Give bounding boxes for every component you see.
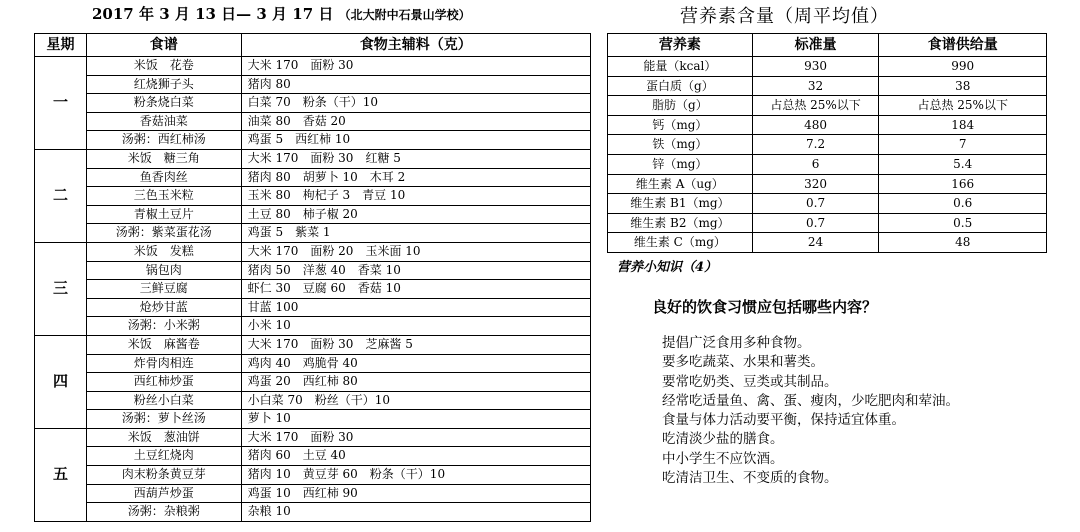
supplied-value-cell: 184 <box>879 115 1047 135</box>
nutrient-name-cell: 铁（mg） <box>608 135 753 155</box>
nutrition-row <box>608 213 1047 233</box>
menu-row <box>35 205 591 224</box>
nutrition-row <box>608 96 1047 116</box>
dish-cell: 炸骨肉相连 <box>86 354 241 373</box>
dish-cell: 米饭 发糕 <box>86 242 241 261</box>
nutrient-name-cell: 维生素 A（ug） <box>608 174 753 194</box>
supplied-value-cell: 990 <box>879 57 1047 77</box>
nutrition-row <box>608 135 1047 155</box>
menu-row <box>35 131 591 150</box>
menu-row <box>35 391 591 410</box>
header-weekday: 星期 <box>35 34 87 57</box>
supplied-value-cell: 5.4 <box>879 154 1047 174</box>
dish-cell: 西葫芦炒蛋 <box>86 484 241 503</box>
header-supplied: 食谱供给量 <box>879 34 1047 57</box>
menu-row <box>35 149 591 168</box>
tip-question: 良好的饮食习惯应包括哪些内容？ <box>652 298 878 316</box>
menu-row <box>35 503 591 522</box>
nutrient-name-cell: 锌（mg） <box>608 154 753 174</box>
menu-row <box>35 354 591 373</box>
ingredients-cell: 玉米 80 枸杞子 3 青豆 10 <box>241 187 590 206</box>
ingredients-cell: 鸡蛋 5 西红柿 10 <box>241 131 590 150</box>
ingredients-cell: 大米 170 面粉 30 芝麻酱 5 <box>241 335 590 354</box>
standard-value-cell: 930 <box>752 57 879 77</box>
nutrition-row <box>608 233 1047 253</box>
dish-cell: 粉丝小白菜 <box>86 391 241 410</box>
supplied-value-cell: 占总热 25%以下 <box>879 96 1047 116</box>
tip-item: 要常吃奶类、豆类或其制品。 <box>662 373 838 390</box>
nutrient-name-cell: 维生素 C（mg） <box>608 233 753 253</box>
nutrient-name-cell: 蛋白质（g） <box>608 76 753 96</box>
dish-cell: 锅包肉 <box>86 261 241 280</box>
dish-cell: 汤粥：杂粮粥 <box>86 503 241 522</box>
standard-value-cell: 0.7 <box>752 194 879 214</box>
tip-item: 经常吃适量鱼、禽、蛋、瘦肉，少吃肥肉和荤油。 <box>662 392 959 409</box>
menu-title <box>92 3 471 24</box>
menu-row <box>35 373 591 392</box>
dish-cell: 青椒土豆片 <box>86 205 241 224</box>
ingredients-cell: 萝卜 10 <box>241 410 590 429</box>
ingredients-cell: 虾仁 30 豆腐 60 香菇 10 <box>241 280 590 299</box>
standard-value-cell: 24 <box>752 233 879 253</box>
school-name: （北大附中石景山学校） <box>338 8 471 22</box>
ingredients-cell: 猪肉 80 <box>241 75 590 94</box>
menu-row <box>35 187 591 206</box>
dish-cell: 米饭 麻酱卷 <box>86 335 241 354</box>
nutrition-row <box>608 194 1047 214</box>
weekday-cell: 二 <box>35 149 87 242</box>
header-ingredients: 食物主辅料（克） <box>241 34 590 57</box>
ingredients-cell: 鸡蛋 20 西红柿 80 <box>241 373 590 392</box>
menu-row <box>35 94 591 113</box>
header-recipe: 食谱 <box>86 34 241 57</box>
ingredients-cell: 猪肉 60 土豆 40 <box>241 447 590 466</box>
menu-row <box>35 168 591 187</box>
nutrition-row <box>608 115 1047 135</box>
dish-cell: 西红柿炒蛋 <box>86 373 241 392</box>
weekday-cell: 四 <box>35 335 87 428</box>
header-standard: 标准量 <box>752 34 879 57</box>
weekday-cell: 一 <box>35 57 87 150</box>
dish-cell: 红烧狮子头 <box>86 75 241 94</box>
menu-header-row <box>35 34 591 57</box>
ingredients-cell: 大米 170 面粉 30 红糖 5 <box>241 149 590 168</box>
tip-item: 中小学生不应饮酒。 <box>662 450 784 467</box>
dish-cell: 鱼香肉丝 <box>86 168 241 187</box>
dish-cell: 土豆红烧肉 <box>86 447 241 466</box>
supplied-value-cell: 0.5 <box>879 213 1047 233</box>
ingredients-cell: 小米 10 <box>241 317 590 336</box>
weekday-cell: 三 <box>35 242 87 335</box>
nutrient-name-cell: 维生素 B1（mg） <box>608 194 753 214</box>
dish-cell: 汤粥：西红柿汤 <box>86 131 241 150</box>
tip-item: 吃清洁卫生、不变质的食物。 <box>662 470 838 487</box>
ingredients-cell: 大米 170 面粉 30 <box>241 428 590 447</box>
ingredients-cell: 土豆 80 柿子椒 20 <box>241 205 590 224</box>
nutrition-title: 营养素含量（周平均值） <box>680 6 889 27</box>
ingredients-cell: 大米 170 面粉 20 玉米面 10 <box>241 242 590 261</box>
dish-cell: 肉末粉条黄豆芽 <box>86 466 241 485</box>
supplied-value-cell: 0.6 <box>879 194 1047 214</box>
tips-list <box>662 334 959 488</box>
supplied-value-cell: 38 <box>879 76 1047 96</box>
dish-cell: 汤粥：紫菜蛋花汤 <box>86 224 241 243</box>
menu-row <box>35 317 591 336</box>
weekly-menu-table <box>34 33 591 522</box>
standard-value-cell: 占总热 25%以下 <box>752 96 879 116</box>
standard-value-cell: 7.2 <box>752 135 879 155</box>
nutrition-body <box>608 57 1047 253</box>
supplied-value-cell: 166 <box>879 174 1047 194</box>
nutrition-row <box>608 76 1047 96</box>
header-nutrient: 营养素 <box>608 34 753 57</box>
supplied-value-cell: 7 <box>879 135 1047 155</box>
menu-row <box>35 447 591 466</box>
standard-value-cell: 320 <box>752 174 879 194</box>
menu-row <box>35 261 591 280</box>
menu-row <box>35 75 591 94</box>
dish-cell: 三鲜豆腐 <box>86 280 241 299</box>
nutrition-table <box>607 33 1047 253</box>
ingredients-cell: 大米 170 面粉 30 <box>241 57 590 76</box>
dish-cell: 炝炒甘蓝 <box>86 298 241 317</box>
dish-cell: 米饭 糖三角 <box>86 149 241 168</box>
menu-row <box>35 466 591 485</box>
ingredients-cell: 鸡蛋 5 紫菜 1 <box>241 224 590 243</box>
ingredients-cell: 猪肉 10 黄豆芽 60 粉条（干）10 <box>241 466 590 485</box>
nutrient-name-cell: 钙（mg） <box>608 115 753 135</box>
menu-date-range: 2017 年 3 月 13 日— 3 月 17 日 <box>92 5 334 23</box>
dish-cell: 汤粥：小米粥 <box>86 317 241 336</box>
nutrient-name-cell: 脂肪（g） <box>608 96 753 116</box>
menu-row <box>35 57 591 76</box>
ingredients-cell: 猪肉 50 洋葱 40 香菜 10 <box>241 261 590 280</box>
ingredients-cell: 鸡肉 40 鸡脆骨 40 <box>241 354 590 373</box>
dish-cell: 粉条烧白菜 <box>86 94 241 113</box>
ingredients-cell: 油菜 80 香菇 20 <box>241 112 590 131</box>
tip-item: 食量与体力活动要平衡，保持适宜体重。 <box>662 412 905 429</box>
supplied-value-cell: 48 <box>879 233 1047 253</box>
standard-value-cell: 0.7 <box>752 213 879 233</box>
ingredients-cell: 甘蓝 100 <box>241 298 590 317</box>
tip-item: 吃清淡少盐的膳食。 <box>662 431 784 448</box>
dish-cell: 米饭 葱油饼 <box>86 428 241 447</box>
nutrition-row <box>608 57 1047 77</box>
ingredients-cell: 小白菜 70 粉丝（干）10 <box>241 391 590 410</box>
weekday-cell: 五 <box>35 428 87 521</box>
nutrient-name-cell: 能量（kcal） <box>608 57 753 77</box>
ingredients-cell: 鸡蛋 10 西红柿 90 <box>241 484 590 503</box>
dish-cell: 米饭 花卷 <box>86 57 241 76</box>
menu-row <box>35 428 591 447</box>
dish-cell: 汤粥：萝卜丝汤 <box>86 410 241 429</box>
tip-heading: 营养小知识（4） <box>617 260 718 275</box>
nutrition-header-row <box>608 34 1047 57</box>
menu-body <box>35 57 591 522</box>
nutrition-row <box>608 154 1047 174</box>
menu-row <box>35 335 591 354</box>
ingredients-cell: 杂粮 10 <box>241 503 590 522</box>
tip-item: 要多吃蔬菜、水果和薯类。 <box>662 354 824 371</box>
ingredients-cell: 白菜 70 粉条（干）10 <box>241 94 590 113</box>
standard-value-cell: 6 <box>752 154 879 174</box>
tip-item: 提倡广泛食用多种食物。 <box>662 335 811 351</box>
dish-cell: 三色玉米粒 <box>86 187 241 206</box>
dish-cell: 香菇油菜 <box>86 112 241 131</box>
standard-value-cell: 32 <box>752 76 879 96</box>
menu-row <box>35 298 591 317</box>
menu-row <box>35 484 591 503</box>
menu-row <box>35 224 591 243</box>
ingredients-cell: 猪肉 80 胡萝卜 10 木耳 2 <box>241 168 590 187</box>
nutrition-row <box>608 174 1047 194</box>
menu-row <box>35 410 591 429</box>
menu-row <box>35 112 591 131</box>
standard-value-cell: 480 <box>752 115 879 135</box>
menu-row <box>35 242 591 261</box>
menu-row <box>35 280 591 299</box>
nutrient-name-cell: 维生素 B2（mg） <box>608 213 753 233</box>
